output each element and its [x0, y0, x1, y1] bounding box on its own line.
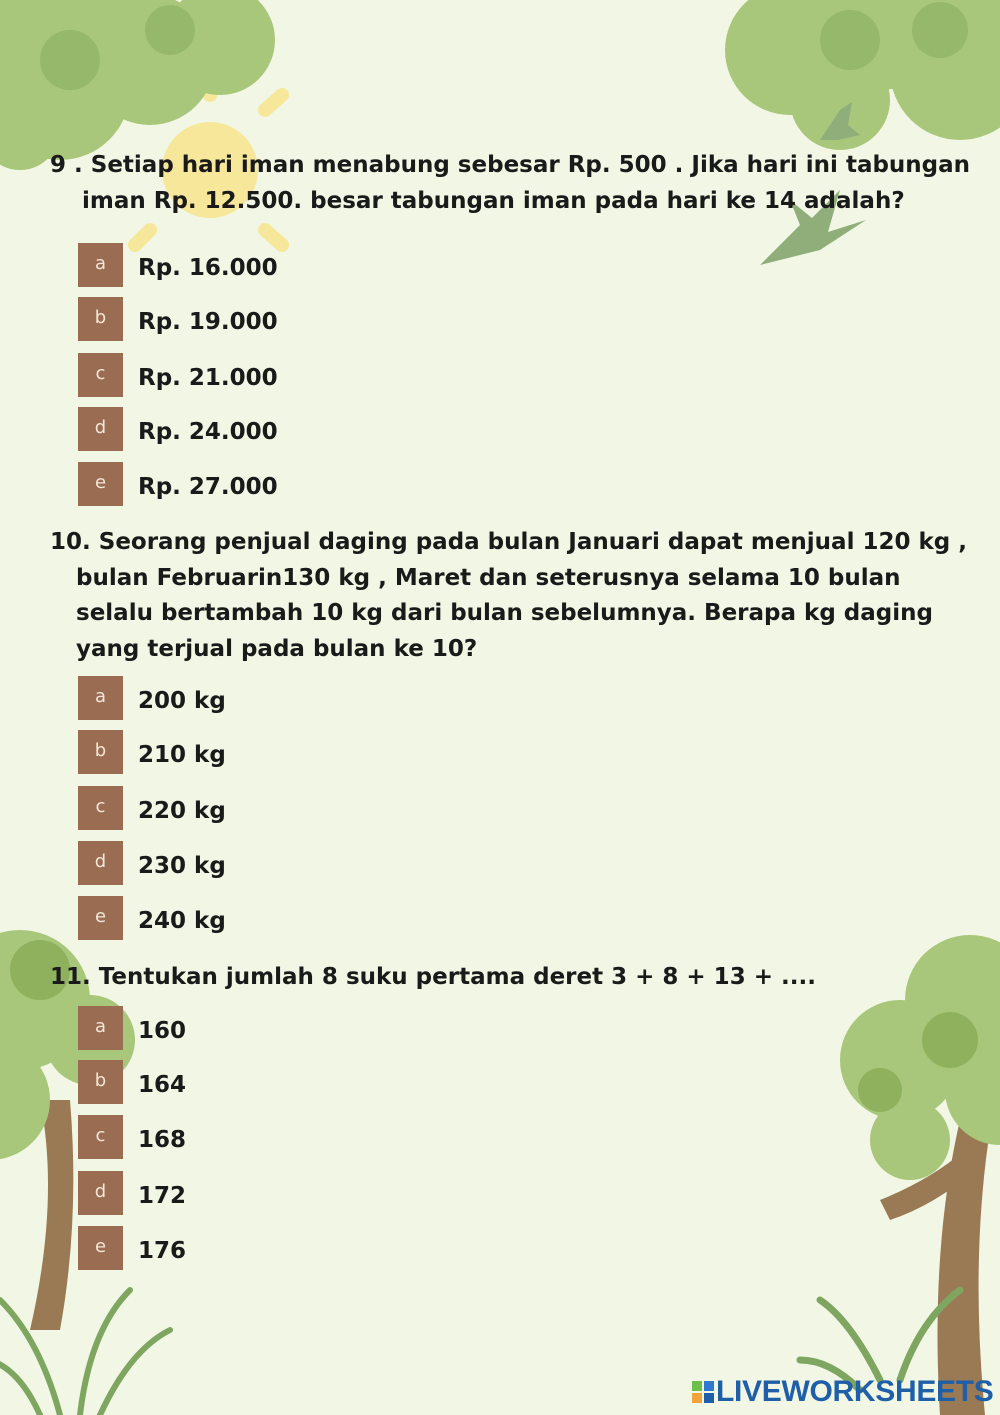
option-text: 210 kg: [138, 742, 226, 768]
option-text: 220 kg: [138, 798, 226, 824]
question-line: 10. Seorang penjual daging pada bulan Januari dapat menjual 120 kg ,: [50, 529, 967, 555]
option-text: 240 kg: [138, 908, 226, 934]
option-text: 176: [138, 1238, 187, 1264]
question-line: 9 . Setiap hari iman menabung sebesar Rp. 500 . Jika hari ini tabungan: [50, 152, 971, 178]
option-letter: d: [78, 1171, 123, 1215]
option-letter: d: [78, 841, 123, 885]
question-9: [50, 148, 971, 219]
option-text: 172: [138, 1183, 187, 1209]
option-text: Rp. 24.000: [138, 419, 278, 445]
liveworksheets-logo-icon: [692, 1381, 714, 1403]
option-text: 200 kg: [138, 688, 226, 714]
brand-logo[interactable]: [692, 1372, 994, 1412]
question-11: [50, 960, 940, 996]
option-letter: b: [78, 1060, 123, 1104]
option-letter: d: [78, 407, 123, 451]
brand-name: LIVEWORKSHEETS: [716, 1375, 994, 1408]
option-letter: e: [78, 462, 123, 506]
option-letter: e: [78, 896, 123, 940]
option-letter: c: [78, 1115, 123, 1159]
option-text: Rp. 21.000: [138, 365, 278, 391]
option-letter: a: [78, 1006, 123, 1050]
question-line: yang terjual pada bulan ke 10?: [76, 635, 478, 662]
option-letter: a: [78, 676, 123, 720]
question-line: 11. Tentukan jumlah 8 suku pertama deret 3 + 8 + 13 + ....: [50, 964, 816, 990]
option-letter: c: [78, 353, 123, 397]
option-letter: b: [78, 730, 123, 774]
option-letter: a: [78, 243, 123, 287]
option-letter: b: [78, 297, 123, 341]
option-letter: e: [78, 1226, 123, 1270]
option-text: 230 kg: [138, 853, 226, 879]
option-letter: c: [78, 786, 123, 830]
question-line: bulan Februarin130 kg , Maret dan seterusnya selama 10 bulan: [76, 564, 901, 591]
option-text: Rp. 19.000: [138, 309, 278, 335]
option-text: Rp. 16.000: [138, 255, 278, 281]
option-text: 164: [138, 1072, 187, 1098]
question-line: selalu bertambah 10 kg dari bulan sebelumnya. Berapa kg daging: [76, 600, 933, 626]
option-text: 160: [138, 1018, 187, 1044]
question-10: [50, 525, 967, 667]
question-line: iman Rp. 12.500. besar tabungan iman pada hari ke 14 adalah?: [82, 187, 905, 214]
option-text: 168: [138, 1127, 187, 1153]
option-text: Rp. 27.000: [138, 474, 278, 500]
